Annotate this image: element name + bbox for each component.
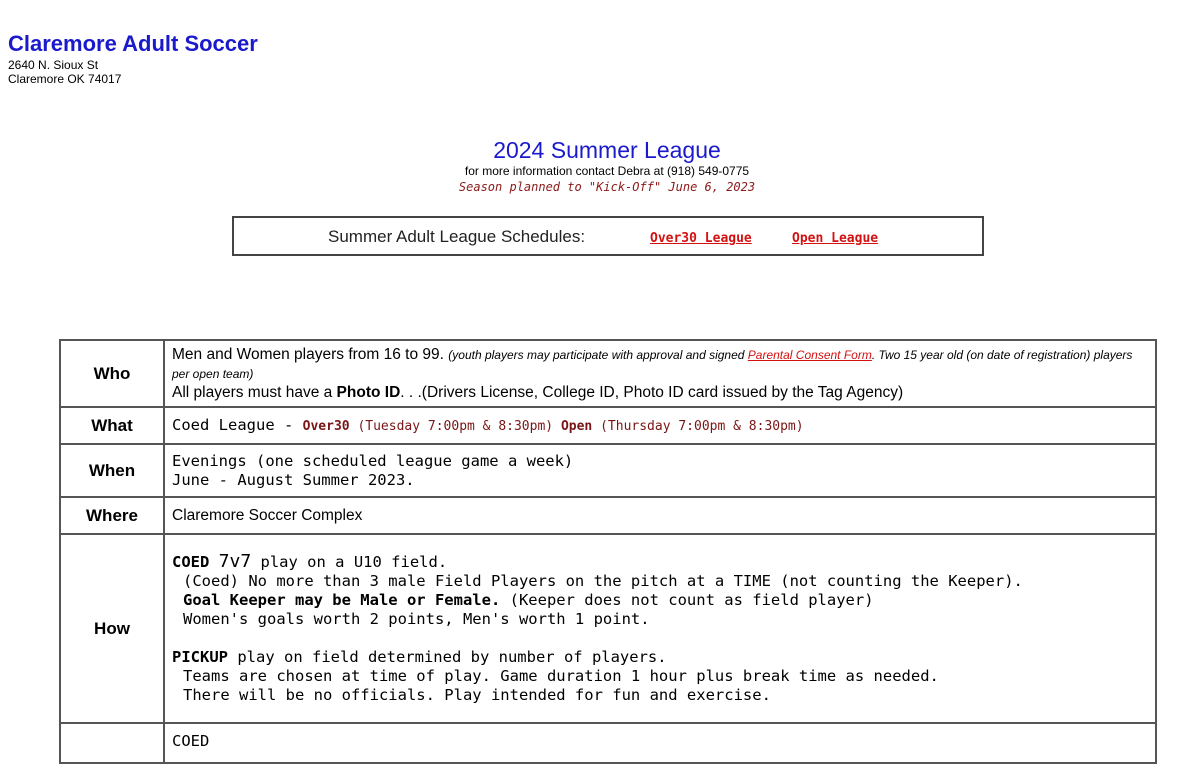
- table-row-where: [60, 497, 1156, 534]
- kickoff-date: Season planned to "Kick-Off" June 6, 2023: [458, 180, 756, 194]
- what-open: Open: [560, 418, 593, 434]
- row-value-what: [164, 407, 1156, 444]
- row-label-how: How: [60, 534, 164, 723]
- what-over30: Over30: [302, 418, 350, 434]
- how-pickup-teams: Teams are chosen at time of play. Game duration 1 hour plus break time as needed.: [183, 667, 939, 685]
- row-label-where: Where: [60, 497, 164, 534]
- how-rule-goals: Women's goals worth 2 points, Men's worth 1 point.: [183, 610, 650, 628]
- address-street: 2640 N. Sioux St: [8, 58, 99, 72]
- how-coed-line: COED 7v7 play on a U10 field.: [172, 551, 448, 572]
- how-rule-males: (Coed) No more than 3 male Field Players on the pitch at a TIME (not counting the Keeper).: [183, 572, 1023, 590]
- row-label-when: When: [60, 444, 164, 497]
- table-row-what: [60, 407, 1156, 444]
- row-value-next: [164, 723, 1156, 763]
- row-label-who: Who: [60, 340, 164, 407]
- table-row-next: [60, 723, 1156, 763]
- table-row-how: [60, 534, 1156, 723]
- schedules-label: Summer Adult League Schedules:: [328, 227, 586, 246]
- league-title: 2024 Summer League: [493, 137, 721, 163]
- table-row-who: [60, 340, 1156, 407]
- who-photo-id: All players must have a Photo ID. . .(Drivers License, College ID, Photo ID card issued by the Tag Agency): [172, 384, 904, 401]
- over30-league-link[interactable]: Over30 League: [650, 231, 752, 246]
- parental-consent-link[interactable]: Parental Consent Form: [747, 348, 872, 362]
- when-line1: Evenings (one scheduled league game a week): [172, 451, 574, 470]
- row-value-where: Claremore Soccer Complex: [164, 497, 1156, 534]
- schedules-box: [232, 216, 984, 256]
- row-value-who: [164, 340, 1156, 407]
- row-label-next: [60, 723, 164, 763]
- how-pickup-officials: There will be no officials. Play intended for fun and exercise.: [183, 686, 771, 704]
- contact-info: for more information contact Debra at (918) 549-0775: [464, 164, 750, 178]
- when-line2: June - August Summer 2023.: [172, 470, 415, 489]
- row-value-how: [164, 534, 1156, 723]
- row-label-what: What: [60, 407, 164, 444]
- who-age-range: Men and Women players from 16 to 99.: [172, 346, 444, 363]
- address-city: Claremore OK 74017: [8, 72, 122, 86]
- league-info-table: [59, 339, 1157, 764]
- what-prefix: Coed League -: [172, 415, 303, 434]
- how-pickup-line: PICKUP play on field determined by number of players.: [172, 648, 667, 666]
- who-note: (youth players may participate with approval and signed Parental Consent Form. Two 15 year old (on date of registration) players per open team): [172, 348, 1133, 381]
- how-rule-keeper: Goal Keeper may be Male or Female. (Keeper does not count as field player): [183, 591, 874, 609]
- table-row-when: [60, 444, 1156, 497]
- what-over30-time: (Tuesday 7:00pm & 8:30pm): [349, 418, 561, 434]
- open-league-link[interactable]: Open League: [792, 231, 879, 246]
- next-partial: COED: [172, 732, 210, 750]
- row-value-when: [164, 444, 1156, 497]
- org-name: Claremore Adult Soccer: [8, 31, 258, 56]
- what-open-time: (Thursday 7:00pm & 8:30pm): [592, 418, 804, 434]
